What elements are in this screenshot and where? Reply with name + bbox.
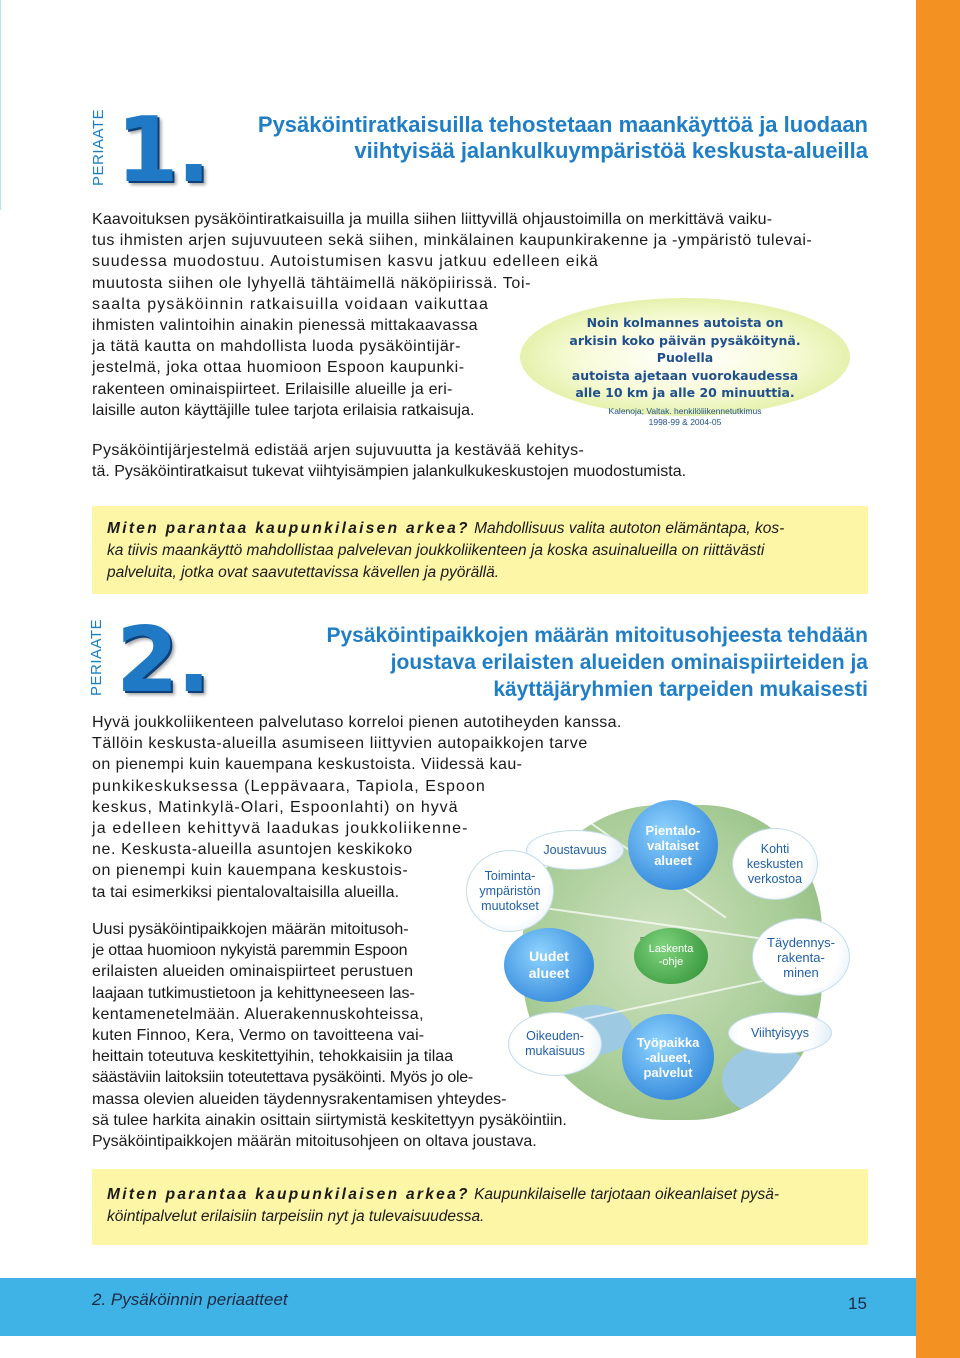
note-text: Mahdollisuus valita autoton elämäntapa, kos- (469, 520, 785, 537)
principle-number-1: 1. (116, 98, 209, 203)
text-line: ne. Keskusta-alueilla asuntojen keskikoko (92, 841, 413, 859)
text-line: laajaan tutkimustietoon ja kehittyneeseen las- (92, 984, 415, 1002)
text-line: Pysäköintijärjestelmä edistää arjen sujuvuutta ja kestävää kehitys- (92, 442, 585, 460)
source-line: Kalenoja; Valtak. henkilöliikennetutkimus (608, 406, 762, 416)
orange-side-bar (916, 0, 960, 1358)
note-text: palveluita, jotka ovat saavutettavissa kävellen ja pyörällä. (107, 564, 500, 581)
callout-line: arkisin koko päivän pysäköitynä. (569, 332, 801, 348)
text-line: tä. Pysäköintiratkaisut tukevat viihtyisämpien jalankulkukeskustojen muodostumista. (92, 463, 687, 481)
parking-principles-diagram (452, 790, 868, 1120)
section1-heading (258, 112, 868, 165)
text-line: Uusi pysäköintipaikkojen määrän mitoitusoh- (92, 921, 409, 938)
text-line: Pysäköintipaikkojen määrän mitoitusohjeen on oltava joustava. (92, 1133, 537, 1151)
text-line: on pienempi kuin kauempana keskustois- (92, 862, 409, 880)
text-line: Kaavoituksen pysäköintiratkaisuilla ja muilla siihen liittyvillä ohjaustoimilla on merkittävä vaiku- (92, 211, 773, 228)
text-line: punkikeskuksessa (Leppävaara, Tapiola, Espoon (92, 777, 486, 795)
periaate-label-2: PERIAATE (88, 618, 105, 696)
text-line: tus ihmisten arjen sujuvuuteen sekä siihen, minkälainen kaupunkirakenne ja -ympäristö tulevai- (92, 232, 813, 250)
text-line: kuten Finnoo, Kera, Vermo on tavoitteena vai- (92, 1027, 425, 1045)
node-taydennys: Täydennys- rakenta- minen (752, 918, 850, 996)
text-line: sä tulee harkita ainakin osittain siirtymistä keskitettyyn pysäköintiin. (92, 1111, 567, 1129)
statistic-callout (520, 298, 910, 433)
note-text: Kaupunkilaiselle tarjotaan oikeanlaiset pysä- (469, 1186, 780, 1203)
text-line: ja tätä kautta on mahdollista luoda pysäköintijär- (92, 338, 462, 356)
heading-line: käyttäjäryhmien tarpeiden mukaisesti (493, 678, 868, 701)
node-joustavuus: Joustavuus (526, 830, 624, 870)
text-line: laisille auton käyttäjille tulee tarjota erilaisia ratkaisuja. (92, 401, 475, 419)
note-text: ka tiivis maankäyttö mahdollistaa palvelevan joukkoliikenteen ja koska asuinalueilla on riittävästi (107, 542, 765, 559)
note-text: köintipalvelut erilaisiin tarpeisiin nyt ja tulevaisuudessa. (107, 1208, 485, 1225)
node-pientalo: Pientalo- valtaiset alueet (628, 800, 718, 890)
map-water (722, 1045, 812, 1115)
callout-line: Noin kolmannes autoista on (586, 315, 784, 330)
text-line: heittain toteutuva keskitettyihin, tehokkaisiin ja tilaa (92, 1048, 454, 1066)
text-line: on pienempi kuin kauempana keskustoista. Viidessä kau- (92, 756, 523, 774)
text-line: massa olevien alueiden täydennysrakentamisen yhteydes- (92, 1090, 507, 1108)
text-line: jestelmä, joka ottaa huomioon Espoon kaupunki- (92, 359, 465, 377)
heading-line: Pysäköintipaikkojen määrän mitoitusohjeesta tehdään (326, 624, 868, 647)
text-line: Hyvä joukkoliikenteen palvelutaso korreloi pienen autotiheyden kanssa. (92, 714, 622, 731)
note-lead: Miten parantaa kaupunkilaisen arkea? (107, 1186, 470, 1203)
text-line: muutosta siihen ole lyhyellä tähtäimellä näköpiirissä. Toi- (92, 274, 532, 292)
text-line: Tällöin keskusta-alueilla asumiseen liittyvien autopaikkojen tarve (92, 735, 588, 753)
text-line: keskus, Matinkylä-Olari, Espoonlahti) on hyvä (92, 798, 459, 816)
heading-line: Pysäköintiratkaisuilla tehostetaan maankäyttöä ja luodaan (257, 112, 868, 137)
source-line: 1998-99 & 2004-05 (648, 417, 722, 427)
text-line: ihmisten valintoihin ainakin pienessä mittakaavassa (92, 317, 478, 335)
text-line: suudessa muodostuu. Autoistumisen kasvu jatkuu edelleen eikä (92, 253, 599, 271)
heading-line: joustava erilaisten alueiden ominaispiirteiden ja (390, 651, 868, 674)
text-line: rakenteen ominaispiirteet. Erilaisille alueille ja eri- (92, 380, 453, 398)
callout-line: alle 10 km ja alle 20 minuuttia. (575, 385, 795, 400)
node-viihtyisyys: Viihtyisyys (728, 1012, 832, 1054)
text-line: saalta pysäköinnin ratkaisuilla voidaan vaikuttaa (92, 295, 489, 313)
text-line: je ottaa huomioon nykyistä paremmin Espoon (92, 942, 408, 960)
periaate-label-1: PERIAATE (90, 108, 107, 186)
node-tyopaikka: Työpaikka -alueet, palvelut (622, 1014, 714, 1100)
node-oikeuden: Oikeuden- mukaisuus (508, 1012, 602, 1076)
text-line: kentamenetelmään. Aluerakennuskohteissa, (92, 1005, 424, 1023)
callout-line: Puolella (656, 350, 714, 365)
note-lead: Miten parantaa kaupunkilaisen arkea? (107, 520, 470, 537)
callout-text (520, 314, 850, 402)
node-kohti: Kohti keskusten verkostoa (732, 828, 818, 900)
section2-heading (327, 622, 869, 703)
principle-number-2: 2. (116, 608, 209, 713)
page-number: 15 (848, 1294, 867, 1313)
section1-improvement-note (92, 506, 868, 594)
text-line: erilaisten alueiden ominaispiirteet perustuen (92, 963, 414, 981)
node-toiminta: Toiminta- ympäristön muutokset (466, 850, 554, 932)
text-line: ta tai esimerkiksi pientalovaltaisilla alueilla. (92, 883, 400, 901)
node-laskenta: Laskenta -ohje (634, 928, 708, 984)
text-line: säästäviin laitoksiin toteutettava pysäköinti. Myös jo ole- (92, 1069, 473, 1087)
section2-improvement-note (92, 1169, 868, 1245)
node-uudet: Uudet alueet (504, 928, 594, 1002)
text-line: ja edelleen kehittyvä laadukas joukkoliikenne- (92, 820, 469, 838)
left-margin-rule (0, 0, 1, 210)
callout-source (520, 406, 850, 428)
heading-line: viihtyisää jalankulkuympäristöä keskusta-alueilla (354, 138, 868, 164)
callout-line: autoista ajetaan vuorokaudessa (571, 367, 799, 383)
footer-title: 2. Pysäköinnin periaatteet (92, 1290, 288, 1309)
